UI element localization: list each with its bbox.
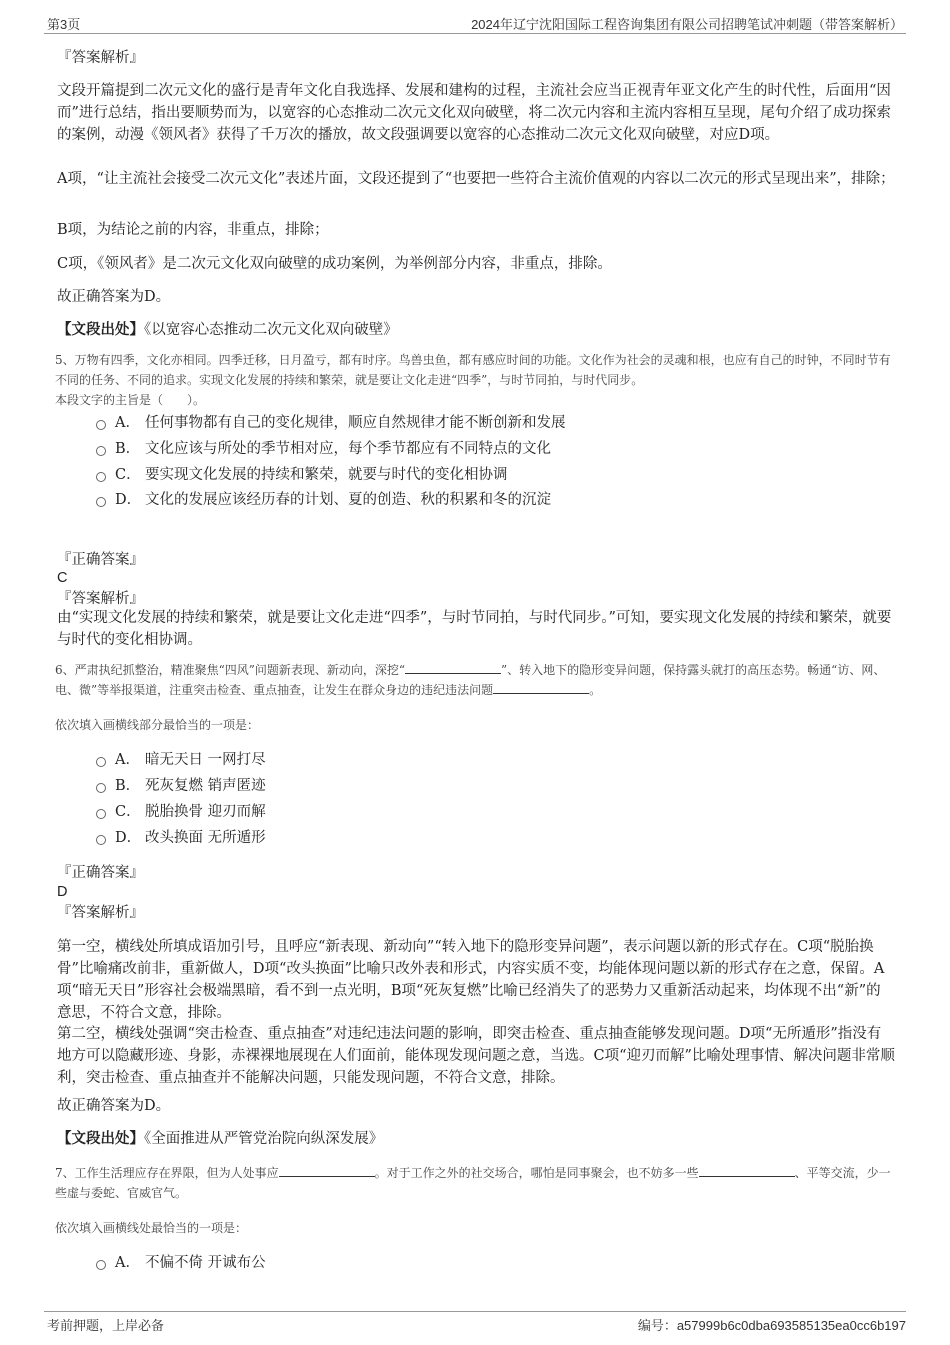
radio-icon[interactable] — [96, 472, 106, 482]
option-letter: B． — [115, 778, 141, 794]
q6-option-b[interactable] — [96, 775, 266, 797]
radio-icon[interactable] — [96, 783, 106, 793]
blank-line — [405, 660, 501, 674]
radio-icon[interactable] — [96, 809, 106, 819]
option-letter: B． — [115, 441, 141, 457]
q6-analysis-p2: 第二空，横线处强调“突击检查、重点抽查”对违纪违法问题的影响，即突击检查、重点抽查能够发现问题。D项“无所遁形”指没有地方可以隐藏形迹、身影，赤裸裸地展现在人们面前，能体现发现问题之意，当选。C项“迎刃而解”比喻处理事情、解决问题非常顺利，突击检查、重点抽查并不能解决问题，只能发现问题，不符合文意，排除。 — [57, 1026, 895, 1086]
q5-option-b[interactable] — [96, 438, 551, 460]
q5-answer: C — [57, 570, 68, 586]
option-text: 脱胎换骨 迎刃而解 — [145, 804, 266, 820]
blank-line — [699, 1163, 795, 1177]
q6-stem-part: 。 — [589, 683, 602, 697]
q4-source-title: 《以宽容心态推动二次元文化双向破壁》 — [144, 322, 398, 338]
footer-slogan: 考前押题，上岸必备 — [47, 1318, 165, 1333]
q4-analysis-p3: B项，为结论之前的内容，非重点，排除； — [57, 222, 329, 238]
page-number: 第3页 — [47, 17, 81, 32]
q4-source-label: 【文段出处】 — [57, 321, 144, 338]
q7-option-a[interactable] — [96, 1252, 266, 1274]
q6-analysis-label: 『答案解析』 — [57, 905, 144, 921]
q6-prompt: 依次填入画横线部分最恰当的一项是： — [55, 718, 260, 732]
option-letter: C． — [115, 804, 141, 820]
q6-option-a[interactable] — [96, 749, 266, 771]
blank-line — [493, 680, 589, 694]
option-text: 改头换面 无所遁形 — [145, 830, 266, 846]
q6-analysis-p1: 第一空，横线处所填成语加引号，且呼应“新表现、新动向”“转入地下的隐形变异问题”，表示问题以新的形式存在。C项“脱胎换骨”比喻痛改前非，重新做人，D项“改头换面”比喻只改外表和形式，内容实质不变，均能体现问题以新的形式存在之意，保留。A项“暗无天日”形容社会极端黑暗，看不到一点光明，B项“死灰复燃”比喻已经消失了的恶势力又重新活动起来，均体现不出“新”的意思，不符合文意，排除。 — [57, 939, 885, 1021]
q6-stem — [55, 660, 897, 700]
q4-analysis-label: 『答案解析』 — [57, 50, 144, 66]
option-text: 要实现文化发展的持续和繁荣，就要与时代的变化相协调 — [145, 467, 508, 483]
option-letter: D． — [115, 492, 142, 508]
q4-analysis-p4: C项，《领风者》是二次元文化双向破壁的成功案例，为举例部分内容，非重点，排除。 — [57, 256, 612, 272]
q6-source-label: 【文段出处】 — [57, 1130, 144, 1147]
q7-stem-part: 7、工作生活理应存在界限，但为人处事应 — [55, 1166, 279, 1180]
q5-analysis-label: 『答案解析』 — [57, 591, 144, 607]
q6-option-c[interactable] — [96, 801, 266, 823]
q5-option-c[interactable] — [96, 464, 508, 486]
radio-icon[interactable] — [96, 420, 106, 430]
radio-icon[interactable] — [96, 1260, 106, 1270]
q5-answer-label: 『正确答案』 — [57, 552, 144, 568]
radio-icon[interactable] — [96, 835, 106, 845]
q5-option-d[interactable] — [96, 489, 551, 511]
q6-source-title: 《全面推进从严管党治院向纵深发展》 — [144, 1131, 384, 1147]
option-text: 文化应该与所处的季节相对应，每个季节都应有不同特点的文化 — [145, 441, 551, 457]
q6-stem-part: 6、严肃执纪抓整治，精准聚焦“四风”问题新表现、新动向，深挖“ — [55, 663, 406, 677]
q5-prompt: 本段文字的主旨是（ ）。 — [55, 393, 206, 407]
q7-stem-part: 。对于工作之外的社交场合，哪怕是同事聚会，也不妨多一些 — [374, 1166, 699, 1180]
option-letter: A． — [115, 752, 140, 768]
q6-option-d[interactable] — [96, 827, 266, 849]
q7-stem — [55, 1163, 897, 1203]
footer-code: 编号：a57999b6c0dba693585135ea0cc6b197 — [637, 1318, 906, 1333]
q4-source — [57, 319, 895, 341]
option-letter: A． — [115, 415, 140, 431]
option-text: 死灰复燃 销声匿迹 — [145, 778, 266, 794]
radio-icon[interactable] — [96, 757, 106, 767]
q6-answer-label: 『正确答案』 — [57, 865, 144, 881]
q7-stem-part: 、平等交流，少一些虚与委蛇、官威官气。 — [55, 1166, 891, 1200]
footer-divider — [44, 1311, 906, 1312]
option-text: 任何事物都有自己的变化规律，顺应自然规律才能不断创新和发展 — [145, 415, 566, 431]
q4-analysis-p1: 文段开篇提到二次元文化的盛行是青年文化自我选择、发展和建构的过程，主流社会应当正视青年亚文化产生的时代性，后面用“因而”进行总结，指出要顺势而为，以宽容的心态推动二次元文化双向破壁，将二次元内容和主流内容相互呈现，尾句介绍了成功探索的案例，动漫《领风者》获得了千万次的播放，故文段强调要以宽容的心态推动二次元文化双向破壁，对应D项。 — [57, 83, 891, 143]
q5-stem: 5、万物有四季，文化亦相同。四季迁移，日月盈亏，都有时序。鸟兽虫鱼，都有感应时间的功能。文化作为社会的灵魂和根，也应有自己的时钟，不同时节有不同的任务、不同的追求。实现文化发展的持续和繁荣，就是要让文化走进“四季”，与时节同拍，与时代同步。 — [55, 353, 891, 387]
q6-answer: D — [57, 884, 68, 900]
q7-prompt: 依次填入画横线处最恰当的一项是： — [55, 1221, 248, 1235]
option-letter: C． — [115, 467, 141, 483]
blank-line — [279, 1163, 375, 1177]
q4-analysis-p5: 故正确答案为D。 — [57, 289, 171, 305]
q6-stem-part: ”、转入地下的隐形变异问题，保持露头就打的高压态势。畅通“访、网、电、微”等举报渠道，注重突击检查、重点抽查，让发生在群众身边的违纪违法问题 — [55, 663, 886, 697]
option-text: 不偏不倚 开诚布公 — [145, 1255, 266, 1271]
q4-analysis-p2: A项，“让主流社会接受二次元文化”表述片面，文段还提到了“也要把一些符合主流价值观的内容以二次元的形式呈现出来”，排除； — [57, 171, 895, 187]
q5-analysis: 由“实现文化发展的持续和繁荣，就是要让文化走进“四季”，与时节同拍，与时代同步。”可知，要实现文化发展的持续和繁荣，就要与时代的变化相协调。 — [57, 610, 892, 648]
radio-icon[interactable] — [96, 497, 106, 507]
radio-icon[interactable] — [96, 446, 106, 456]
header-divider — [44, 33, 906, 34]
option-letter: D． — [115, 830, 142, 846]
option-text: 文化的发展应该经历春的计划、夏的创造、秋的积累和冬的沉淀 — [145, 492, 551, 508]
q5-option-a[interactable] — [96, 412, 566, 434]
document-title: 2024年辽宁沈阳国际工程咨询集团有限公司招聘笔试冲刺题（带答案解析） — [471, 17, 903, 32]
option-text: 暗无天日 一网打尽 — [145, 752, 266, 768]
q6-source — [57, 1128, 895, 1150]
q6-analysis-p3: 故正确答案为D。 — [57, 1098, 171, 1114]
option-letter: A． — [115, 1255, 140, 1271]
